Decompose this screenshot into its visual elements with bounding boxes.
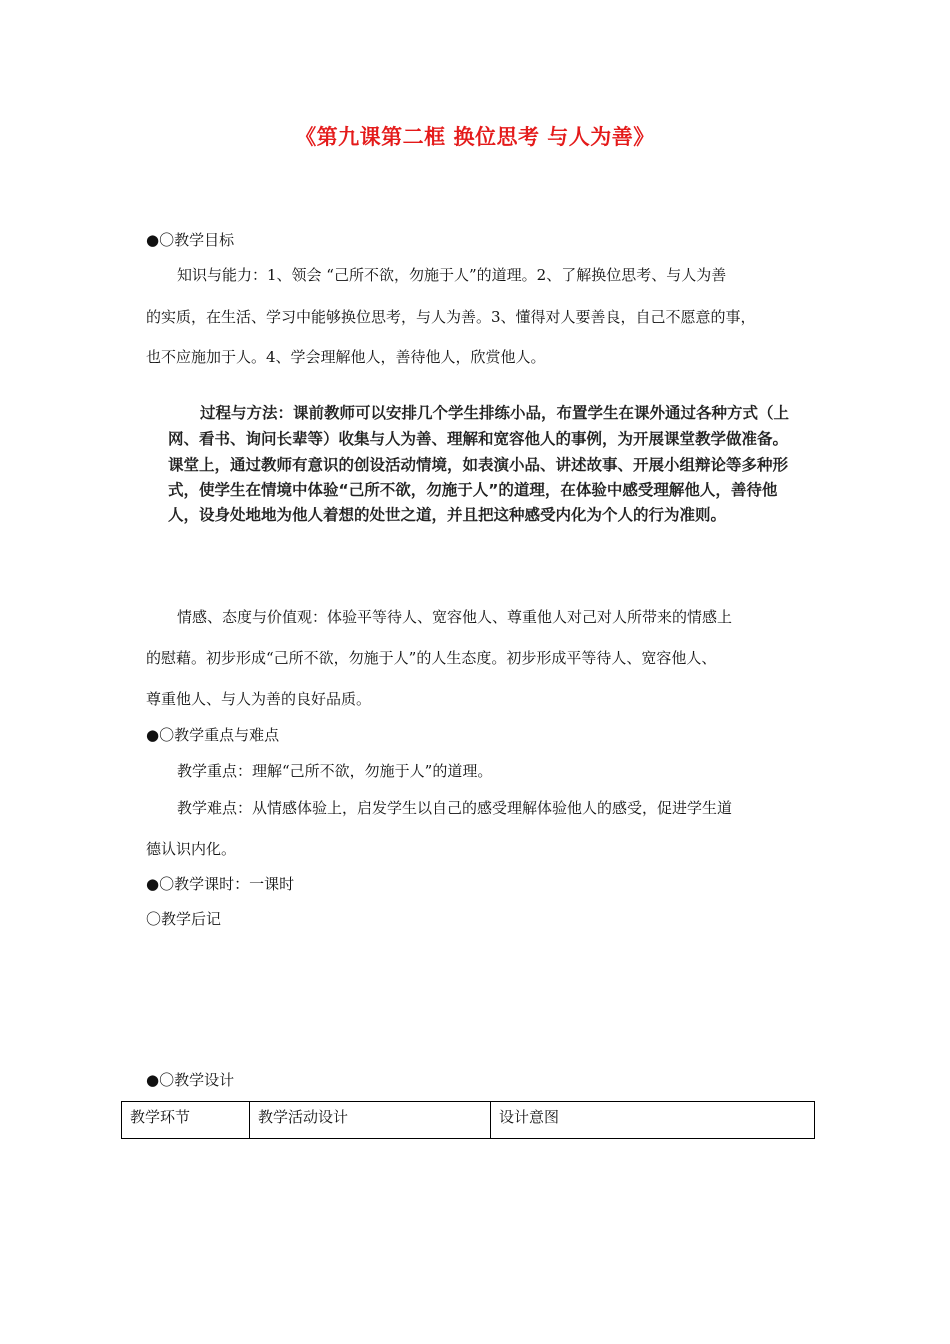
knowledge-line-1: 知识与能力：1、领会 “己所不欲，勿施于人”的道理。2、了解换位思考、与人为善 xyxy=(177,266,727,284)
knowledge-line-3: 也不应施加于人。4、学会理解他人，善待他人，欣赏他人。 xyxy=(146,348,546,366)
difficulty-line-2: 德认识内化。 xyxy=(146,840,237,858)
process-line-4: 式，使学生在情境中体验“己所不欲，勿施于人”的道理，在体验中感受理解他人，善待他 xyxy=(168,481,778,499)
key-point: 教学重点：理解“己所不欲，勿施于人”的道理。 xyxy=(177,762,493,780)
document-title: 《第九课第二框 换位思考 与人为善》 xyxy=(295,125,655,149)
table-header-activity: 教学活动设计 xyxy=(250,1102,491,1138)
key-heading: ●〇教学重点与难点 xyxy=(146,726,280,744)
emotion-line-3: 尊重他人、与人为善的良好品质。 xyxy=(146,690,372,708)
process-line-1: 过程与方法：课前教师可以安排几个学生排练小品，布置学生在课外通过各种方式（上 xyxy=(200,404,790,422)
knowledge-line-2: 的实质，在生活、学习中能够换位思考，与人为善。3、懂得对人要善良，自己不愿意的事， xyxy=(146,308,756,326)
table-header-stage: 教学环节 xyxy=(122,1102,250,1138)
difficulty-line-1: 教学难点：从情感体验上，启发学生以自己的感受理解体验他人的感受，促进学生道 xyxy=(177,799,733,817)
process-line-2: 网、看书、询问长辈等）收集与人为善、理解和宽容他人的事例，为开展课堂教学做准备。 xyxy=(168,430,789,448)
process-line-5: 人，设身处地地为他人着想的处世之道，并且把这种感受内化为个人的行为准则。 xyxy=(168,506,727,524)
postscript-heading: 〇教学后记 xyxy=(146,910,222,928)
emotion-line-2: 的慰藉。初步形成“己所不欲，勿施于人”的人生态度。初步形成平等待人、宽容他人、 xyxy=(146,649,717,667)
table-header-intent: 设计意图 xyxy=(499,1108,560,1126)
design-heading: ●〇教学设计 xyxy=(146,1071,235,1089)
process-line-3: 课堂上，通过教师有意识的创设活动情境，如表演小品、讲述故事、开展小组辩论等多种形 xyxy=(168,456,789,474)
design-table xyxy=(121,1101,815,1139)
goals-heading: ●〇教学目标 xyxy=(146,231,235,249)
hours-line: ●〇教学课时：一课时 xyxy=(146,875,295,893)
emotion-line-1: 情感、态度与价值观：体验平等待人、宽容他人、尊重他人对己对人所带来的情感上 xyxy=(177,608,733,626)
